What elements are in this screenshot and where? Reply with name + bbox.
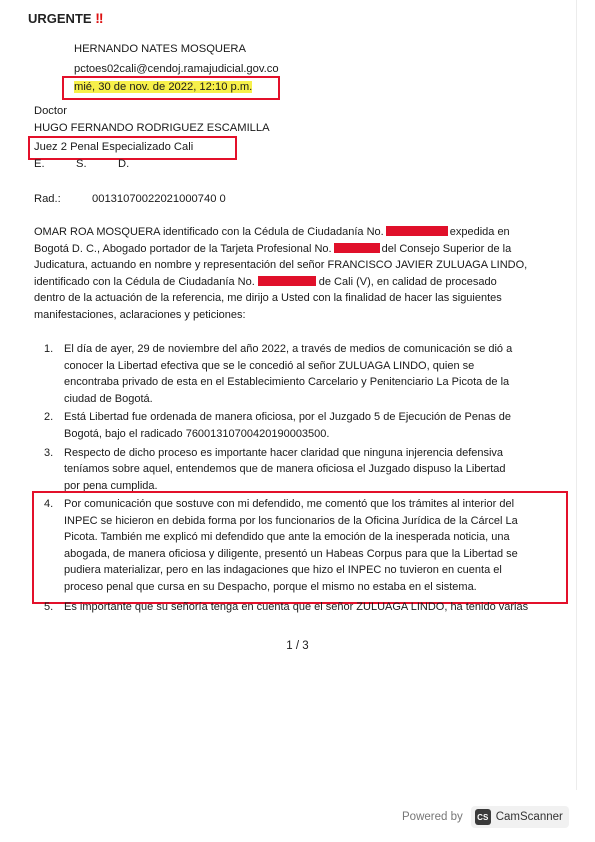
- item-line: El día de ayer, 29 de noviembre del año 2022, a través de medios de comunicación se dió a: [64, 343, 513, 355]
- intro-text: Bogotá D. C., Abogado portador de la Tarjeta Profesional No.: [34, 242, 332, 255]
- urgent-heading: [28, 10, 103, 26]
- list-number: 1.: [44, 343, 54, 355]
- rad-label: Rad.:: [34, 193, 61, 205]
- esd-e: E.: [34, 158, 45, 170]
- numbered-list-continued: [44, 496, 554, 615]
- intro-text: de Cali (V), en calidad de procesado: [318, 275, 497, 288]
- intro-line: [34, 241, 554, 258]
- list-number: 4.: [44, 498, 54, 510]
- item-line: Es importante que su señoría tenga en cuenta que el señor ZULUAGA LINDO, ha tenido varias: [64, 600, 529, 613]
- sender-name: HERNANDO NATES MOSQUERA: [74, 43, 246, 55]
- redaction-block: [334, 243, 380, 253]
- intro-text: OMAR ROA MOSQUERA identificado con la Cédula de Ciudadanía No.: [34, 226, 384, 238]
- item-line: conocer la Libertad efectiva que se le concedió al señor ZULUAGA LINDO, quien se: [64, 359, 475, 372]
- item-line: por pena cumplida.: [64, 479, 158, 492]
- intro-line: [34, 224, 554, 241]
- list-number: 5.: [44, 600, 54, 613]
- intro-line: manifestaciones, aclaraciones y peticiones:: [34, 308, 246, 321]
- item-line: Respecto de dicho proceso es importante hacer claridad que ninguna injerencia defensiva: [64, 446, 504, 459]
- item-line: encontraba privado de esta en el Establecimiento Carcelario y Penitenciario La Picota de la: [64, 376, 510, 389]
- list-item: [44, 409, 554, 442]
- item-line: Bogotá, bajo el radicado 76001310700420190003500.: [64, 427, 330, 440]
- intro-text: del Consejo Superior de la: [381, 242, 512, 255]
- date-text: mié, 30 de nov. de 2022, 12:10 p.m.: [74, 81, 253, 93]
- item-line: Está Libertad fue ordenada de manera oficiosa, por el Juzgado 5 de Ejecución de Penas de: [64, 411, 512, 424]
- list-number: 2.: [44, 411, 54, 424]
- intro-text: identificado con la Cédula de Ciudadanía No.: [34, 275, 255, 288]
- intro-text: Judicatura, actuando en nombre y representación del señor: [34, 259, 325, 272]
- item-line: abogada, de manera oficiosa y diligente, presentó un Habeas Corpus para que la Libertad se: [64, 547, 518, 560]
- list-item: [44, 599, 554, 616]
- client-name: FRANCISCO JAVIER ZULUAGA LINDO: [327, 259, 525, 272]
- redaction-block: [258, 276, 316, 286]
- salutation: Doctor: [34, 105, 67, 117]
- intro-text: ,: [524, 259, 528, 272]
- list-item: [44, 445, 554, 495]
- numbered-list: [44, 341, 554, 494]
- list-number: 3.: [44, 446, 54, 459]
- page-number: 1 / 3: [286, 640, 309, 652]
- intro-text: expedida en: [449, 226, 510, 238]
- sender-email[interactable]: pctoes02cali@cendoj.ramajudicial.gov.co: [74, 63, 279, 75]
- item-line: INPEC se hicieron en debida forma por los funcionarios de la Oficina Jurídica de la Cárcel La: [64, 514, 518, 527]
- intro-paragraph: [34, 224, 554, 324]
- urgent-label: URGENTE: [28, 11, 92, 26]
- item-line: Picota. También me explicó mi defendido que ante la emoción de la inesperada noticia, una: [64, 531, 510, 544]
- list-item: [44, 341, 554, 407]
- rad-value: 00131070022021000740 0: [92, 193, 226, 205]
- intro-line: [34, 274, 554, 291]
- double-exclamation-icon: !!: [95, 10, 103, 26]
- item-line: pudiera materializar, pero en las indagaciones que hizo el INPEC no tuvieron en cuenta el: [64, 564, 502, 577]
- item-line: ciudad de Bogotá.: [64, 392, 153, 405]
- recipient-name: HUGO FERNANDO RODRIGUEZ ESCAMILLA: [34, 122, 270, 134]
- powered-by-label: Powered by: [402, 811, 463, 823]
- esd-d: D.: [118, 158, 130, 170]
- redaction-block: [386, 226, 448, 236]
- camscanner-button[interactable]: [471, 806, 569, 828]
- camscanner-brand: CamScanner: [495, 811, 563, 823]
- date-line: [74, 81, 252, 93]
- item-line: proceso penal que cursa en su Despacho, porque el mismo no estaba en el sistema.: [64, 580, 477, 593]
- recipient-position: Juez 2 Penal Especializado Cali: [34, 141, 194, 153]
- item-line: Por comunicación que sostuve con mi defendido, me comentó que los trámites al interior del: [64, 498, 515, 510]
- item-line: teníamos sobre aquel, entendemos que de manera oficiosa el Juzgado dispuso la Libertad: [64, 463, 506, 476]
- list-item: [44, 496, 554, 596]
- esd-s: S.: [76, 158, 87, 170]
- intro-line: dentro de la actuación de la referencia, me dirijo a Usted con la finalidad de hacer las siguientes: [34, 292, 502, 305]
- camscanner-badge: [402, 806, 569, 828]
- camscanner-logo-icon: CS: [475, 809, 491, 825]
- intro-line: [34, 257, 554, 274]
